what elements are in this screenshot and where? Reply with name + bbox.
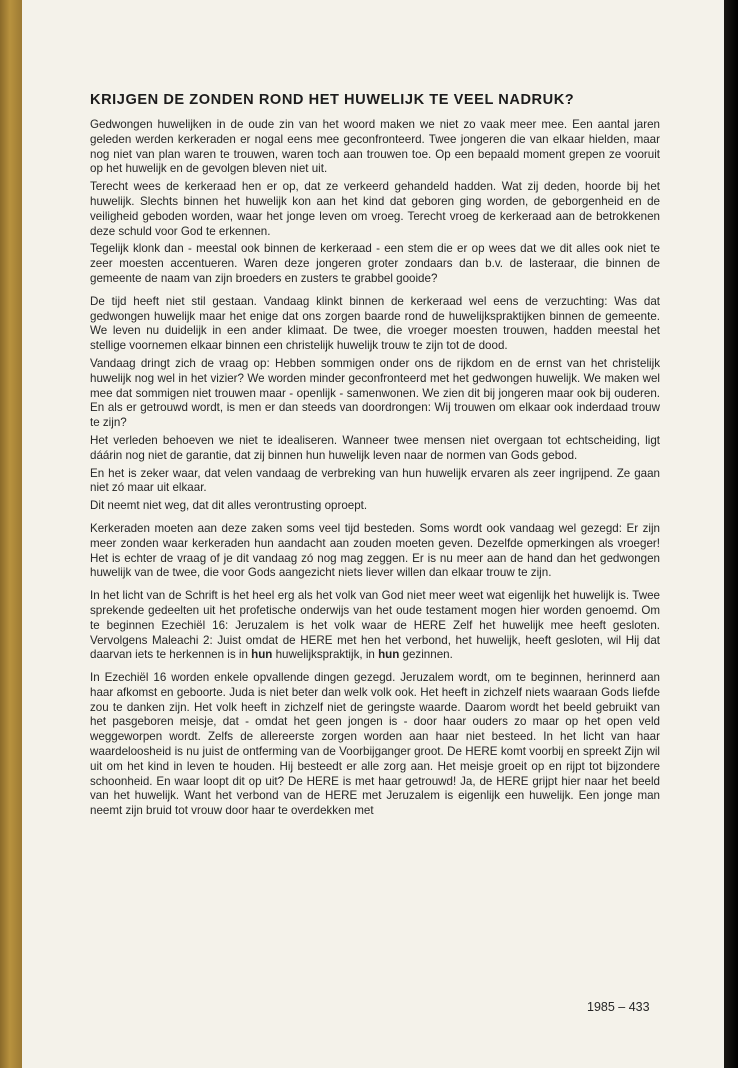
paragraph-10-mid: huwelijkspraktijk, in xyxy=(272,648,379,662)
emphasis-hun-2: hun xyxy=(378,648,400,662)
page-number: 1985 – 433 xyxy=(587,1000,650,1014)
paragraph-3: Tegelijk klonk dan - meestal ook binnen de kerkeraad - een stem die er op wees dat we dit alles ook niet te zeer moesten accentueren. Waren deze jongeren groter zondaars dan b.v. de lasteraar, die binnen de gemeente de naam van zijn broeders en zusters te grabbel gooide? xyxy=(90,242,660,285)
article-body xyxy=(90,92,660,822)
paragraph-10 xyxy=(90,589,660,663)
paragraph-6: Het verleden behoeven we niet te idealiseren. Wanneer twee mensen niet overgaan tot echtscheiding, ligt dáárin nog niet de garantie, dat zij binnen hun huwelijk leven naar de normen van Gods gebod. xyxy=(90,433,660,462)
paragraph-5: Vandaag dringt zich de vraag op: Hebben sommigen onder ons de rijkdom en de ernst van het christelijk huwelijk nog wel in het vizier? We worden minder geconfronteerd met het gedwongen huwelijk. We maken wel mee dat sommigen niet trouwen maar - openlijk - samenwonen. We zien dit bij jongeren maar ook bij ouderen. En als er getrouwd wordt, is men er dan steeds van doordrongen: Wij trouwen om elkaar ook inderdaad trouw te zijn? xyxy=(90,356,660,430)
emphasis-hun-1: hun xyxy=(251,648,273,662)
document-page xyxy=(22,0,724,1068)
paragraph-9: Kerkeraden moeten aan deze zaken soms veel tijd besteden. Soms wordt ook vandaag wel gezegd: Er zijn meer zonden waar kerkeraden hun aandacht aan zouden moeten geven. Dezelfde opmerkingen als vroeger! Het is echter de vraag of je dit vandaag zó nog mag zeggen. Er is nu meer aan de hand dan het gedwongen huwelijk van de twee, die voor Gods aangezicht niets liever willen dan elkaar trouw te zijn. xyxy=(90,521,660,580)
paragraph-2: Terecht wees de kerkeraad hen er op, dat ze verkeerd gehandeld hadden. Wat zij deden, hoorde bij het huwelijk. Slechts binnen het huwelijk kon aan het kind dat geboren ging worden, de geborgenheid en de veiligheid geboden worden, waar het jonge leven om vroeg. Terecht vroeg de kerkeraad aan de betrokkenen deze schuld voor God te erkennen. xyxy=(90,180,660,238)
paragraph-10-text: In het licht van de Schrift is het heel erg als het volk van God niet meer weet wat eigenlijk het huwelijk is. Twee sprekende gedeelten uit het profetische onderwijs van het oude testament mogen hier worden genoemd. Om te beginnen Ezechiël 16: Jeruzalem is het volk waar de HERE Zelf het huwelijk mee heeft gesloten. Vervolgens Maleachi 2: Juist omdat de HERE met hen het verbond, het huwelijk, heeft gesloten, wil Hij dat daarvan iets te herkennen is in xyxy=(90,589,660,662)
page-shadow xyxy=(724,0,738,1068)
paragraph-10-end: gezinnen. xyxy=(399,648,453,662)
paragraph-4: De tijd heeft niet stil gestaan. Vandaag klinkt binnen de kerkeraad wel eens de verzuchting: Was dat gedwongen huwelijk maar het enige dat ons zorgen baarde rond de huwelijkspraktijken binnen de gemeente. We leven nu duidelijk in een ander klimaat. De twee, die vroeger moesten trouwen, hadden meestal het stellige voornemen elkaar binnen een christelijk huwelijk trouw te zijn tot de dood. xyxy=(90,294,660,353)
article-title: KRIJGEN DE ZONDEN ROND HET HUWELIJK TE VEEL NADRUK? xyxy=(90,92,575,108)
paragraph-1: Gedwongen huwelijken in de oude zin van het woord maken we niet zo vaak meer mee. Een aantal jaren geleden werden kerkeraden er nogal eens mee geconfronteerd. Twee jongeren die van elkaar hielden, maar nog niet van plan waren te trouwen, waren toch aan trouwen toe. Op een bepaald moment grepen ze vooruit op het huwelijk en de gevolgen bleven niet uit. xyxy=(90,118,660,176)
paragraph-7: En het is zeker waar, dat velen vandaag de verbreking van hun huwelijk ervaren als zeer ingrijpend. Ze gaan niet zó maar uit elkaar. xyxy=(90,466,660,495)
paragraph-11: In Ezechiël 16 worden enkele opvallende dingen gezegd. Jeruzalem wordt, om te beginnen, herinnerd aan haar afkomst en geboorte. Juda is niet beter dan welk volk ook. Het heeft in zichzelf niets waaraan Gods liefde zou te danken zijn. Het volk heeft in zichzelf niet de geringste waarde. Daarom wordt het beeld gebruikt van het pasgeboren meisje, dat - omdat het geen jongen is - door haar ouders zo maar op het open veld weggeworpen wordt. Zelfs de allereerste zorgen worden aan haar niet besteed. In het licht van haar waardeloosheid is nu juist de ontferming van de Voorbijganger groot. De HERE komt voorbij en spreekt Zijn wil uit om het kind in leven te houden. Hij besteedt er alle zorg aan. Het meisje groeit op en rijpt tot bijzondere schoonheid. En waar loopt dit op uit? De HERE is met haar getrouwd! Ja, de HERE grijpt hier naar het beeld van het huwelijk. Want het verbond van de HERE met Jeruzalem is eigenlijk een huwelijk. Een jonge man neemt zijn bruid tot vrouw door haar te overdekken met xyxy=(90,671,660,818)
paragraph-8: Dit neemt niet weg, dat dit alles verontrusting oproept. xyxy=(90,499,368,513)
binding-spine xyxy=(0,0,22,1068)
